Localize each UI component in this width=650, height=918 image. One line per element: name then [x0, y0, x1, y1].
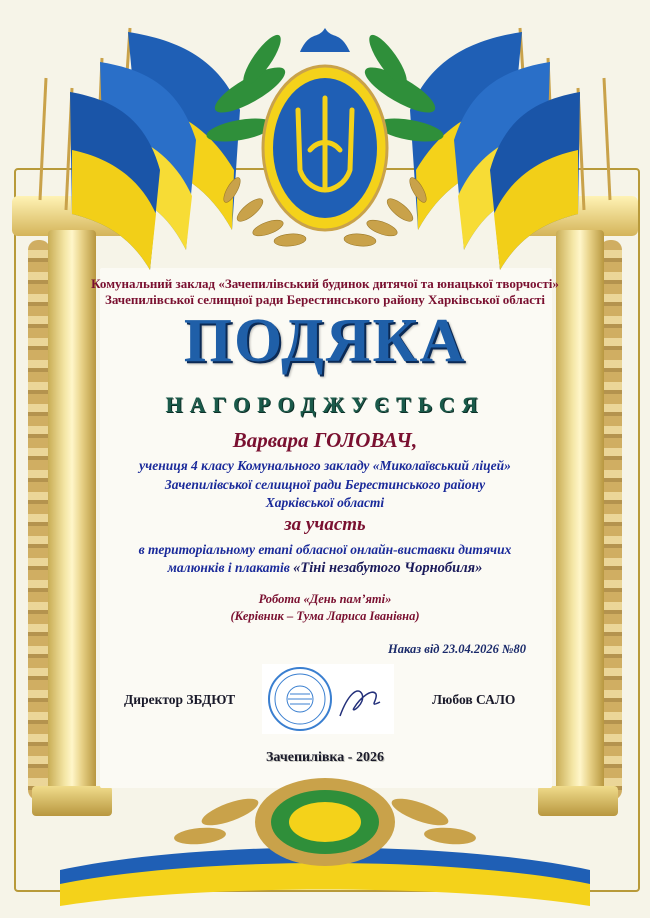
flagpole-icon	[604, 78, 610, 200]
director-position: Директор ЗБДЮТ	[124, 692, 236, 707]
leader-name: (Керівник – Тума Лариса Іванівна)	[230, 609, 420, 623]
participation-label: за участь	[284, 514, 366, 535]
recipient-description-3: Харківської області	[265, 495, 385, 510]
recipient-name: Варвара ГОЛОВАЧ,	[232, 428, 418, 452]
recipient-description-1: учениця 4 класу Комунального закладу «Миколаївський ліцей»	[139, 458, 511, 473]
crown-ornament-icon	[300, 28, 350, 52]
order-reference: Наказ від 23.04.2026 №80	[388, 642, 526, 656]
flagpole-icon	[40, 78, 46, 200]
certificate-title: ПОДЯКА	[183, 307, 467, 375]
place-and-year: Зачепилівка - 2026	[266, 750, 384, 765]
top-emblem-art	[0, 0, 650, 280]
work-title: Робота «День пам’яті»	[258, 592, 392, 606]
event-title: «Тіні незабутого Чорнобиля»	[293, 560, 483, 576]
event-line-1: в територіальному етапі обласної онлайн-виставки дитячих	[138, 542, 512, 557]
organization-line-2: Зачепилівської селищної ради Берестинського району Харківської області	[104, 292, 546, 307]
seal-and-signature	[262, 664, 394, 734]
official-seal-icon	[269, 668, 331, 730]
right-column-base	[538, 786, 618, 816]
handwritten-signature-icon	[340, 691, 380, 716]
left-flags-icon	[70, 32, 240, 270]
signature-stamp-area	[262, 664, 394, 734]
event-line-2-prefix: малюнків і плакатів	[167, 560, 294, 575]
signer-name: Любов САЛО	[432, 692, 516, 707]
right-flags-icon	[410, 32, 580, 270]
left-column-base	[32, 786, 112, 816]
event-line-2	[0, 560, 650, 577]
awarded-label: НАГОРОДЖУЄТЬСЯ	[165, 392, 485, 417]
recipient-description-2: Зачепилівської селищної ради Берестинського району	[164, 477, 486, 492]
organization-line-1: Комунальний заклад «Зачепилівський будинок дитячої та юнацької творчості»	[91, 276, 559, 291]
